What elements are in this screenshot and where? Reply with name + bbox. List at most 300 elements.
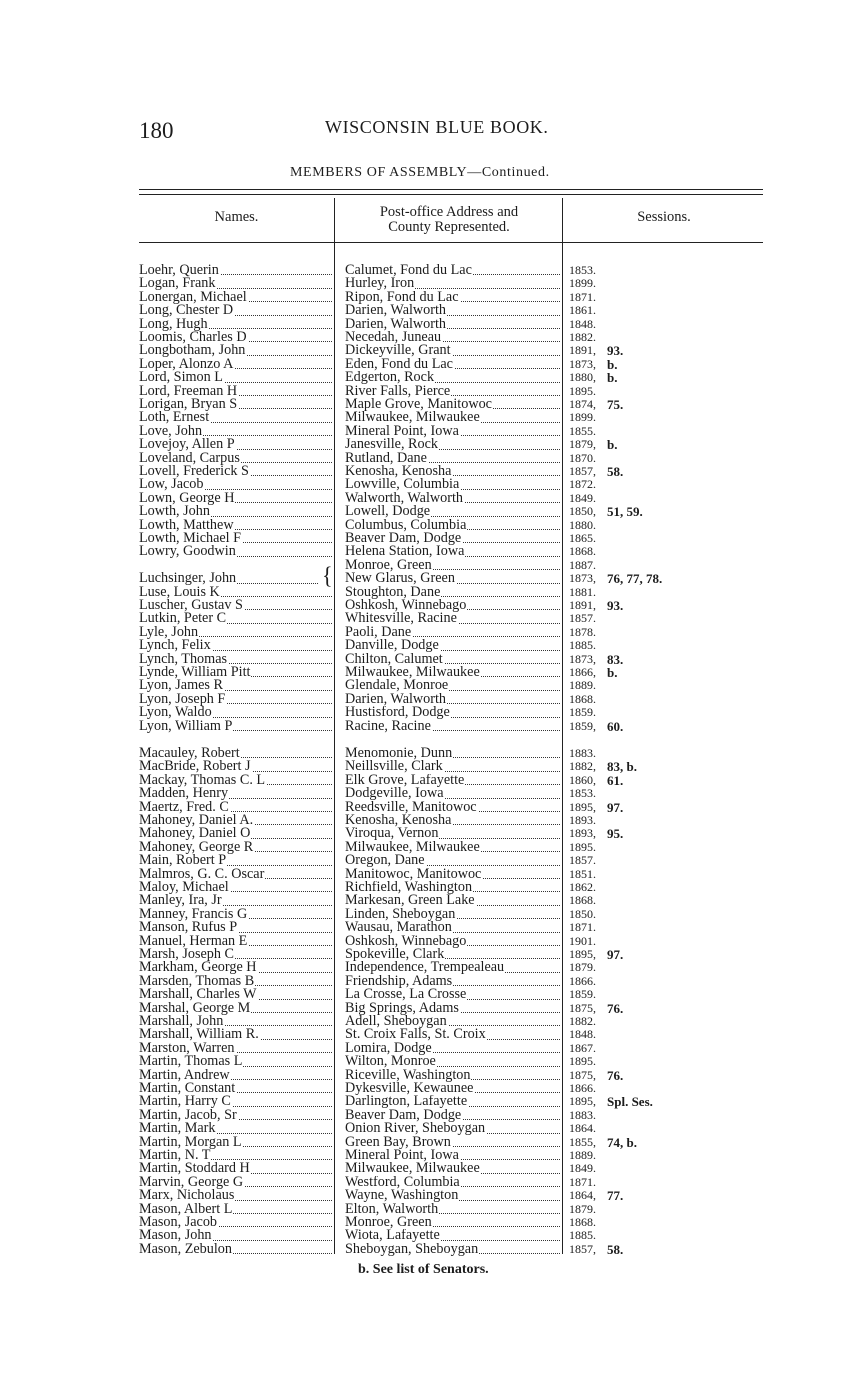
member-name [139, 921, 332, 934]
member-name [139, 894, 332, 907]
member-address-text: Monroe, Green [345, 558, 432, 573]
member-address-text: Monroe, Green [345, 1216, 432, 1230]
member-address [345, 519, 560, 532]
member-address [345, 331, 560, 344]
table-row [0, 1002, 859, 1015]
member-name [139, 1002, 332, 1015]
member-name-text: Mason, Albert L [139, 1202, 233, 1216]
member-name [139, 532, 332, 545]
member-address [345, 492, 560, 505]
session-year: 1866. [569, 1082, 596, 1095]
member-address-text: Kenosha, Kenosha [345, 814, 452, 828]
session-year: 1850, [569, 505, 596, 519]
member-address-text: Friendship, Adams [345, 974, 453, 989]
table-row [0, 774, 859, 787]
member-name-text: Marsden, Thomas B [139, 974, 255, 989]
member-name-text: Luse, Louis K [139, 585, 220, 599]
column-header-names: Names. [214, 209, 259, 225]
member-name [139, 1082, 332, 1095]
session-year: 1895. [569, 384, 596, 398]
member-name [139, 693, 332, 706]
session-year: 1885. [569, 1229, 596, 1243]
table-row [0, 881, 859, 894]
member-address-text: Big Springs, Adams [345, 1001, 459, 1015]
member-name [139, 679, 332, 692]
member-name [139, 801, 332, 814]
session-year: 1868. [569, 894, 596, 908]
member-name-text: Lonergan, Michael [139, 290, 247, 305]
member-name-text: Marsh, Joseph C [139, 948, 234, 962]
member-name-text: Manuel, Herman E [139, 934, 248, 948]
member-name-text: Martin, N. T [139, 1149, 211, 1163]
member-name [139, 318, 332, 331]
member-address-text: Elk Grove, Lafayette [345, 773, 465, 788]
table-row [0, 760, 859, 773]
session-more: 93. [607, 599, 624, 613]
member-address-text: Oregon, Dane [345, 854, 425, 868]
member-name [139, 774, 332, 787]
member-address [345, 626, 560, 639]
member-name [139, 720, 332, 733]
member-address [345, 948, 560, 961]
member-name-text: Lyon, James R [139, 679, 223, 693]
table-row [0, 1095, 859, 1108]
member-name-text: Lown, George H [139, 491, 235, 506]
member-name [139, 478, 332, 491]
member-address [345, 921, 560, 934]
table-row [0, 304, 859, 317]
member-name-text: Luscher, Gustav S [139, 599, 243, 613]
member-name-text: Marshall, William R. [139, 1028, 259, 1042]
member-name [139, 626, 332, 639]
member-name-text: Loomis, Charles D [139, 331, 247, 345]
member-name [139, 572, 332, 585]
member-address [345, 1042, 560, 1055]
member-name [139, 1028, 332, 1041]
member-address-text: Dykesville, Kewaunee [345, 1082, 474, 1096]
member-address [345, 1095, 560, 1108]
session-year: 1855, [569, 1135, 596, 1149]
session-more: 77. [607, 1189, 624, 1203]
session-year: 1859. [569, 988, 596, 1002]
session-year: 1874, [569, 398, 596, 411]
member-name-text: Martin, Jacob, Sr [139, 1108, 237, 1123]
member-address [345, 1028, 560, 1041]
member-address-text: Milwaukee, Milwaukee [345, 666, 480, 680]
table-row [0, 344, 859, 357]
session-more: 93. [607, 344, 624, 358]
member-address-text: Wayne, Washington [345, 1189, 459, 1203]
member-name [139, 1243, 332, 1256]
session-year: 1875, [569, 1068, 596, 1082]
session-year: 1849. [569, 491, 596, 505]
table-row [0, 1162, 859, 1175]
table-row [0, 1122, 859, 1135]
session-year: 1861. [569, 304, 596, 318]
session-more: 97. [607, 800, 624, 814]
member-name [139, 787, 332, 800]
member-address [345, 358, 560, 371]
table-row [0, 572, 859, 585]
member-address [345, 1082, 560, 1095]
member-name-text: Marshal, George M [139, 1001, 251, 1015]
member-address [345, 505, 560, 518]
session-year: 1857. [569, 854, 596, 868]
table-row [0, 318, 859, 331]
member-name [139, 344, 332, 357]
member-address [345, 385, 560, 398]
member-name-text: Manney, Francis G [139, 907, 248, 922]
member-address [345, 411, 560, 424]
member-name [139, 465, 332, 478]
session-year: 1866, [569, 666, 596, 679]
member-name [139, 586, 332, 599]
member-address-text: Darlington, Lafayette [345, 1095, 468, 1109]
table-row [0, 411, 859, 424]
member-address [345, 1015, 560, 1028]
table-row [0, 532, 859, 545]
member-address [345, 814, 560, 827]
member-address [345, 868, 560, 881]
table-row [0, 1229, 859, 1242]
member-address-text: Darien, Walworth [345, 317, 447, 331]
table-row [0, 854, 859, 867]
member-name-text: Macauley, Robert [139, 747, 240, 761]
table-row [0, 894, 859, 907]
session-year: 1891, [569, 599, 596, 612]
member-name [139, 1229, 332, 1242]
member-name-text: Lowth, Michael F [139, 532, 242, 546]
member-name-text: Lovell, Frederick S [139, 465, 249, 479]
session-year: 1889. [569, 1149, 596, 1162]
member-name-text: Lynch, Felix [139, 639, 211, 653]
session-year: 1872. [569, 478, 596, 492]
member-name [139, 277, 332, 290]
member-name [139, 760, 332, 773]
member-address [345, 572, 560, 585]
table-row [0, 639, 859, 652]
member-address-text: Eden, Fond du Lac [345, 357, 453, 372]
member-name-text: Marx, Nicholaus [139, 1189, 235, 1203]
column-header-address-line2: County Represented. [388, 219, 510, 235]
member-address-text: Oshkosh, Winnebago [345, 599, 467, 613]
table-row [0, 331, 859, 344]
member-name-text: Lord, Freeman H [139, 384, 238, 398]
member-address [345, 264, 560, 277]
session-year: 1849. [569, 1162, 596, 1176]
member-address-text: Helena Station, Iowa [345, 545, 465, 559]
member-name-text: Loehr, Querin [139, 264, 219, 278]
table-row [0, 358, 859, 371]
member-address-text: Beaver Dam, Dodge [345, 1108, 462, 1123]
table-row [0, 371, 859, 384]
member-name [139, 747, 332, 760]
member-name-text: Low, Jacob [139, 478, 204, 492]
member-address [345, 693, 560, 706]
member-name-text: Lynde, William Pitt [139, 666, 251, 680]
member-address [345, 720, 560, 733]
member-name-text: Long, Hugh [139, 317, 208, 331]
member-name-text: Marshall, John [139, 1015, 224, 1029]
table-row [0, 908, 859, 921]
member-address-text: Dickeyville, Grant [345, 344, 451, 358]
table-row [0, 1176, 859, 1189]
table-row [0, 545, 859, 558]
session-year: 1901. [569, 934, 596, 948]
session-year: 1860, [569, 773, 596, 787]
session-year: 1871. [569, 921, 596, 935]
member-address-text: New Glarus, Green [345, 572, 455, 586]
member-name-text: Martin, Stoddard H [139, 1162, 250, 1176]
table-row [0, 1042, 859, 1055]
member-address [345, 908, 560, 921]
session-year: 1883. [569, 747, 596, 760]
member-name [139, 1042, 332, 1055]
session-year: 1879, [569, 438, 596, 452]
member-address-text: Milwaukee, Milwaukee [345, 1162, 480, 1176]
member-address-text: Ripon, Fond du Lac [345, 290, 459, 305]
member-name-text: Lynch, Thomas [139, 652, 228, 666]
member-name [139, 706, 332, 719]
member-name-text: Mason, Zebulon [139, 1242, 232, 1257]
member-address-text: Riceville, Washington [345, 1068, 471, 1082]
session-more: 60. [607, 719, 624, 733]
member-name-text: Lorigan, Bryan S [139, 398, 238, 412]
member-address [345, 1229, 560, 1242]
session-year: 1879. [569, 1202, 596, 1216]
member-address [345, 881, 560, 894]
session-more: b. [607, 371, 618, 385]
session-year: 1862. [569, 881, 596, 894]
table-row [0, 626, 859, 639]
table-row [0, 787, 859, 800]
member-address-text: Milwaukee, Milwaukee [345, 840, 480, 855]
member-address-text: Columbus, Columbia [345, 518, 467, 532]
member-name-text: Mason, Jacob [139, 1216, 218, 1230]
member-name-text: Maertz, Fred. C [139, 800, 229, 814]
member-address-text: Beaver Dam, Dodge [345, 532, 462, 546]
session-year: 1857. [569, 612, 596, 626]
column-header-sessions: Sessions. [637, 209, 691, 225]
session-year: 1853. [569, 264, 596, 277]
member-name-text: Martin, Andrew [139, 1068, 230, 1082]
member-address [345, 398, 560, 411]
session-year: 1885. [569, 639, 596, 653]
member-name-text: Martin, Thomas L [139, 1055, 243, 1069]
session-year: 1864, [569, 1189, 596, 1203]
member-name [139, 961, 332, 974]
session-year: 1899. [569, 411, 596, 425]
table-row [0, 277, 859, 290]
member-name [139, 868, 332, 881]
table-row [0, 505, 859, 518]
table-row [0, 1149, 859, 1162]
member-address [345, 679, 560, 692]
session-year: 1873, [569, 572, 596, 586]
member-name [139, 1203, 332, 1216]
session-more: 83, b. [607, 760, 637, 774]
member-name-text: Lyon, Waldo [139, 706, 212, 720]
table-row [0, 827, 859, 840]
member-name-text: Mahoney, Daniel A. [139, 814, 254, 828]
table-row [0, 291, 859, 304]
member-address [345, 760, 560, 773]
table-row [0, 814, 859, 827]
member-name [139, 411, 332, 424]
member-name-text: Loveland, Carpus [139, 451, 240, 465]
member-name [139, 1055, 332, 1068]
table-row [0, 948, 859, 961]
table-row [0, 679, 859, 692]
table-row [0, 1216, 859, 1229]
member-address [345, 787, 560, 800]
member-name [139, 519, 332, 532]
table-row [0, 519, 859, 532]
table-row [0, 935, 859, 948]
member-name [139, 452, 332, 465]
member-name [139, 988, 332, 1001]
session-more: 58. [607, 1242, 624, 1257]
session-more: b. [607, 357, 618, 372]
member-address-text: La Crosse, La Crosse [345, 988, 467, 1002]
member-address-text: Independence, Trempealeau [345, 961, 505, 975]
member-address-text: Mineral Point, Iowa [345, 1149, 459, 1163]
session-more: 75. [607, 398, 624, 412]
member-name-text: Marshall, Charles W [139, 988, 257, 1002]
page-number: 180 [139, 118, 174, 143]
member-name-text: Mackay, Thomas C. L [139, 773, 266, 788]
member-name-text: Lyon, Joseph F [139, 692, 226, 707]
session-year: 1868. [569, 692, 596, 706]
member-address [345, 1122, 560, 1135]
member-address [345, 666, 560, 679]
member-address-text: Necedah, Juneau [345, 331, 442, 345]
member-address [345, 532, 560, 545]
session-year: 1853. [569, 787, 596, 801]
member-address-text: Elton, Walworth [345, 1202, 439, 1216]
member-name [139, 492, 332, 505]
member-name-text: MacBride, Robert J [139, 760, 251, 774]
member-address [345, 1149, 560, 1162]
session-year: 1870. [569, 451, 596, 465]
member-address-text: Green Bay, Brown [345, 1135, 451, 1149]
member-address-text: Paoli, Dane [345, 625, 412, 640]
member-name-text: Manson, Rufus P [139, 921, 238, 935]
table-row [0, 452, 859, 465]
member-address-text: Spokeville, Clark [345, 948, 445, 962]
member-name [139, 1136, 332, 1149]
footnote: b. See list of Senators. [358, 1262, 489, 1277]
table-row [0, 975, 859, 988]
member-name [139, 425, 332, 438]
member-address [345, 1109, 560, 1122]
member-address-text: Linden, Sheboygan [345, 907, 456, 922]
member-address [345, 1136, 560, 1149]
member-address-text: Reedsville, Manitowoc [345, 800, 477, 814]
member-name [139, 331, 332, 344]
table-row [0, 1109, 859, 1122]
table-row [0, 438, 859, 451]
member-address [345, 1189, 560, 1202]
table-row [0, 801, 859, 814]
member-address [345, 801, 560, 814]
member-address [345, 599, 560, 612]
member-name [139, 1122, 332, 1135]
member-address [345, 438, 560, 451]
session-year: 1873, [569, 357, 596, 371]
member-name-text: Love, John [139, 424, 203, 439]
session-more: Spl. Ses. [607, 1095, 653, 1109]
member-name-text: Lyon, William P [139, 719, 233, 733]
session-year: 1848. [569, 317, 596, 331]
table-row [0, 921, 859, 934]
session-year: 1859, [569, 719, 596, 733]
member-address [345, 612, 560, 625]
member-name-text: Markham, George H [139, 961, 257, 975]
member-address-text: Danville, Dodge [345, 639, 439, 653]
member-address [345, 827, 560, 840]
session-year: 1881. [569, 585, 596, 599]
session-year: 1850. [569, 907, 596, 921]
session-year: 1893. [569, 814, 596, 827]
member-address [345, 371, 560, 384]
member-address [345, 318, 560, 331]
table-row [0, 1243, 859, 1256]
table-row [0, 1028, 859, 1041]
table-row [0, 693, 859, 706]
member-name [139, 975, 332, 988]
session-year: 1882, [569, 760, 596, 774]
member-name [139, 1015, 332, 1028]
member-name [139, 264, 332, 277]
session-year: 1868. [569, 545, 596, 559]
table-row [0, 599, 859, 612]
table-row [0, 961, 859, 974]
session-more: b. [607, 438, 618, 452]
table-row [0, 465, 859, 478]
member-name-text: Logan, Frank [139, 277, 216, 291]
luchsinger-brace: { [322, 561, 333, 590]
table-row [0, 1069, 859, 1082]
session-more: 58. [607, 465, 624, 479]
session-more: 76. [607, 1068, 624, 1082]
member-name-text: Malmros, G. C. Oscar [139, 867, 265, 881]
table-row [0, 586, 859, 599]
member-name [139, 814, 332, 827]
member-name [139, 1149, 332, 1162]
member-address [345, 841, 560, 854]
member-name [139, 438, 332, 451]
member-address-text: Rutland, Dane [345, 451, 427, 465]
session-year: 1855. [569, 424, 596, 438]
table-row [0, 747, 859, 760]
member-address-text: Maple Grove, Manitowoc [345, 398, 492, 412]
session-more: 95. [607, 827, 624, 841]
table-row [0, 1136, 859, 1149]
session-year: 1871. [569, 1175, 596, 1189]
member-name-text: Martin, Constant [139, 1082, 236, 1096]
table-row [0, 706, 859, 719]
member-address-text: St. Croix Falls, St. Croix [345, 1028, 486, 1042]
session-more: 74, b. [607, 1135, 637, 1149]
session-year: 1868. [569, 1216, 596, 1229]
member-address [345, 639, 560, 652]
session-year: 1887. [569, 558, 596, 572]
session-year: 1878. [569, 625, 596, 639]
member-address-text: Manitowoc, Manitowoc [345, 867, 482, 881]
member-address-text: Wausau, Marathon [345, 921, 452, 935]
member-name [139, 1216, 332, 1229]
